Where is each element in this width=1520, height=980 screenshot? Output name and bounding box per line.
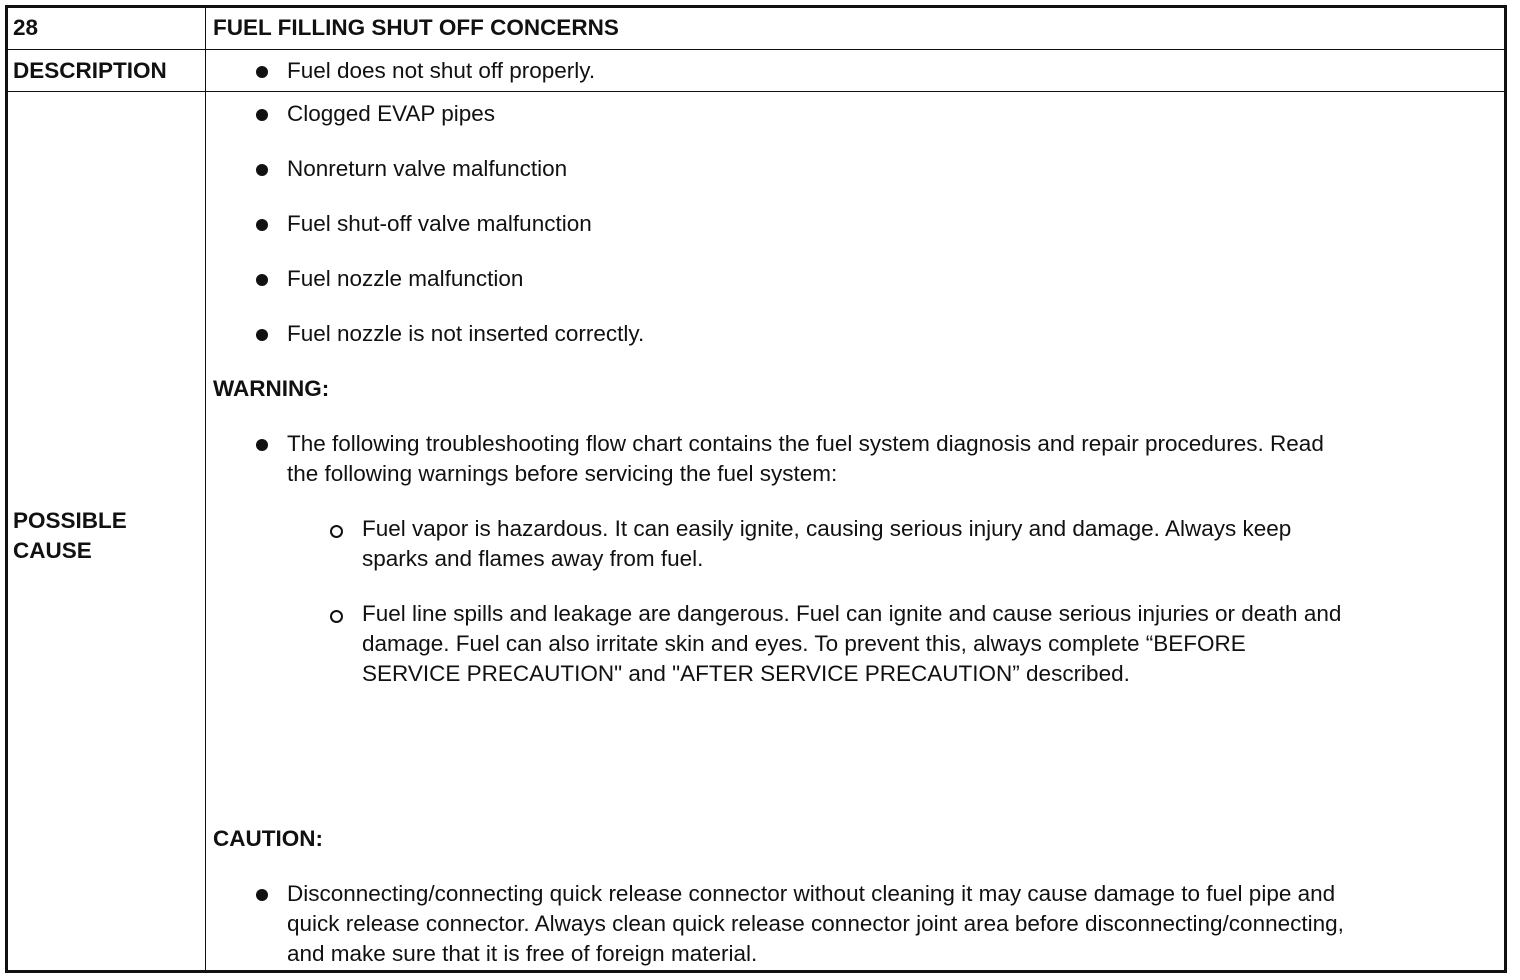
cause-item: Nonreturn valve malfunction [287,156,568,181]
bullet-icon [256,889,268,901]
possible-cause-label-line1: POSSIBLE [13,508,127,533]
bullet-icon [256,109,268,121]
bullet-icon [256,274,268,286]
warning-sub-item-line2: damage. Fuel can also irritate skin and eyes. To prevent this, always complete “BEFORE [362,631,1246,656]
cause-item: Fuel nozzle is not inserted correctly. [287,321,645,346]
possible-cause-row [8,92,1504,970]
caution-line2: quick release connector. Always clean quick release connector joint area before disconnecting/connecting, [287,911,1344,936]
cause-item: Clogged EVAP pipes [287,101,496,126]
header-row [8,8,1504,50]
caution-line3: and make sure that it is free of foreign material. [287,941,758,966]
caution-line1: Disconnecting/connecting quick release connector without cleaning it may cause damage to fuel pipe and [287,881,1336,906]
caution-heading: CAUTION: [213,826,323,851]
bullet-icon [256,164,268,176]
cause-item: Fuel shut-off valve malfunction [287,211,592,236]
warning-heading: WARNING: [213,376,330,401]
troubleshooting-table [5,5,1507,973]
item-number: 28 [13,15,39,40]
warning-sub-item-line3: SERVICE PRECAUTION" and "AFTER SERVICE PRECAUTION” described. [362,661,1130,686]
warning-sub-item-line1: Fuel line spills and leakage are dangerous. Fuel can ignite and cause serious injuries or death and [362,601,1342,626]
description-row [8,50,1504,92]
bullet-icon [256,329,268,341]
warning-sub-item-line1: Fuel vapor is hazardous. It can easily ignite, causing serious injury and damage. Always keep [362,516,1292,541]
bullet-icon [256,66,268,78]
bullet-icon [256,439,268,451]
warning-intro-line2: the following warnings before servicing the fuel system: [287,461,838,486]
description-label: DESCRIPTION [13,58,167,83]
item-title: FUEL FILLING SHUT OFF CONCERNS [213,15,619,40]
possible-cause-label-line2: CAUSE [13,538,92,563]
circle-bullet-icon [330,525,343,538]
warning-sub-item-line2: sparks and flames away from fuel. [362,546,704,571]
circle-bullet-icon [330,610,343,623]
warning-intro-line1: The following troubleshooting flow chart contains the fuel system diagnosis and repair procedures. Read [287,431,1324,456]
description-item: Fuel does not shut off properly. [287,58,596,83]
bullet-icon [256,219,268,231]
cause-item: Fuel nozzle malfunction [287,266,524,291]
